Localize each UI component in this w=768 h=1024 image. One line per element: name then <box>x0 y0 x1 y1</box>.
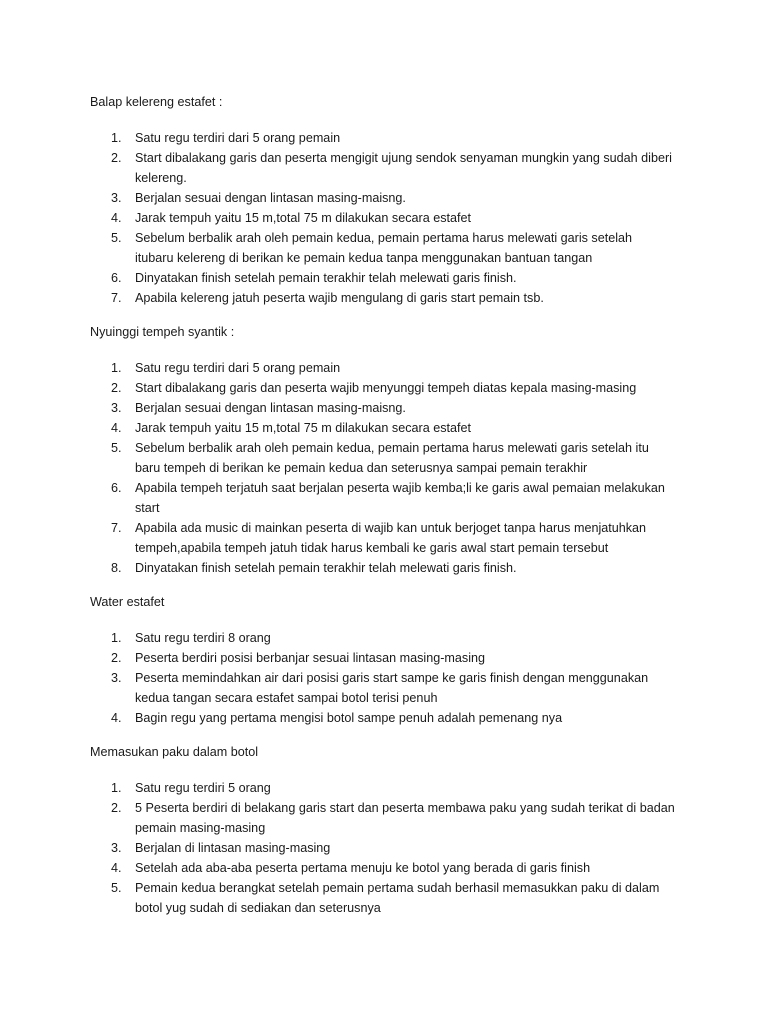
list-item-number: 5. <box>111 881 122 895</box>
list-item-text: Apabila tempeh terjatuh saat berjalan peserta wajib kemba;li ke garis awal pemaian melakukan <box>135 481 665 495</box>
list-item <box>90 268 708 288</box>
list-item-text: Apabila ada music di mainkan peserta di wajib kan untuk berjoget tanpa harus menjatuhkan <box>135 521 647 535</box>
list-item-text: Satu regu terdiri dari 5 orang pemain <box>135 131 341 145</box>
list-item <box>90 878 708 918</box>
section-heading: Water estafet <box>90 595 165 609</box>
list-item <box>90 208 708 228</box>
list-item <box>90 418 708 438</box>
numbered-list <box>90 628 708 728</box>
list-item-text: botol yug sudah di sediakan dan seterusnya <box>135 901 381 915</box>
list-item-number: 2. <box>111 381 122 395</box>
list-item-text: tempeh,apabila tempeh jatuh tidak harus kembali ke garis awal start pemain tersebut <box>135 541 609 555</box>
list-item-text: Satu regu terdiri 5 orang <box>135 781 271 795</box>
list-item-text: Start dibalakang garis dan peserta wajib menyunggi tempeh diatas kepala masing-masing <box>135 381 637 395</box>
list-item-number: 1. <box>111 631 122 645</box>
list-item-number: 3. <box>111 401 122 415</box>
section-heading: Memasukan paku dalam botol <box>90 745 259 759</box>
list-item-text: itubaru kelereng di berikan ke pemain kedua tanpa menggunakan bantuan tangan <box>135 251 593 265</box>
list-item-number: 8. <box>111 561 122 575</box>
list-item <box>90 798 708 838</box>
list-item <box>90 358 708 378</box>
list-item-text: Bagin regu yang pertama mengisi botol sampe penuh adalah pemenang nya <box>135 711 563 725</box>
spacer <box>90 109 708 128</box>
numbered-list <box>90 128 708 308</box>
list-item-text: Apabila kelereng jatuh peserta wajib mengulang di garis start pemain tsb. <box>135 291 544 305</box>
list-item-number: 1. <box>111 131 122 145</box>
list-item-number: 6. <box>111 271 122 285</box>
list-item-number: 3. <box>111 671 122 685</box>
list-item-number: 2. <box>111 801 122 815</box>
spacer <box>90 308 708 325</box>
list-item-number: 4. <box>111 211 122 225</box>
list-item-text: Pemain kedua berangkat setelah pemain pertama sudah berhasil memasukkan paku di dalam <box>135 881 660 895</box>
list-item <box>90 858 708 878</box>
spacer <box>90 609 708 628</box>
list-item-text: Berjalan sesuai dengan lintasan masing-maisng. <box>135 401 406 415</box>
spacer <box>90 728 708 745</box>
list-item <box>90 378 708 398</box>
list-item <box>90 478 708 518</box>
list-item <box>90 628 708 648</box>
list-item-number: 4. <box>111 421 122 435</box>
list-item-number: 5. <box>111 441 122 455</box>
list-item <box>90 838 708 858</box>
list-item-text: Dinyatakan finish setelah pemain terakhir telah melewati garis finish. <box>135 271 517 285</box>
list-item-number: 4. <box>111 861 122 875</box>
list-item-number: 7. <box>111 291 122 305</box>
spacer <box>90 339 708 358</box>
list-item <box>90 188 708 208</box>
list-item-text: kelereng. <box>135 171 187 185</box>
list-item <box>90 228 708 268</box>
list-item-text: start <box>135 501 160 515</box>
list-item <box>90 558 708 578</box>
list-item-text: Berjalan di lintasan masing-masing <box>135 841 331 855</box>
list-item <box>90 148 708 188</box>
section-heading: Balap kelereng estafet : <box>90 95 223 109</box>
list-item-number: 2. <box>111 151 122 165</box>
numbered-list <box>90 778 708 918</box>
section-heading: Nyuinggi tempeh syantik : <box>90 325 235 339</box>
list-item-text: Sebelum berbalik arah oleh pemain kedua, pemain pertama harus melewati garis setelah <box>135 231 633 245</box>
list-item-text: Peserta memindahkan air dari posisi garis start sampe ke garis finish dengan menggunakan <box>135 671 649 685</box>
list-item <box>90 518 708 558</box>
spacer <box>90 578 708 595</box>
list-item-text: Jarak tempuh yaitu 15 m,total 75 m dilakukan secara estafet <box>135 421 472 435</box>
list-item-text: 5 Peserta berdiri di belakang garis start dan peserta membawa paku yang sudah terikat di badan <box>135 801 675 815</box>
list-item-number: 6. <box>111 481 122 495</box>
list-item-number: 4. <box>111 711 122 725</box>
list-item-text: Satu regu terdiri 8 orang <box>135 631 271 645</box>
list-item-number: 3. <box>111 191 122 205</box>
list-item-text: Peserta berdiri posisi berbanjar sesuai lintasan masing-masing <box>135 651 485 665</box>
numbered-list <box>90 358 708 578</box>
list-item-text: Jarak tempuh yaitu 15 m,total 75 m dilakukan secara estafet <box>135 211 472 225</box>
list-item-number: 2. <box>111 651 122 665</box>
list-item-text: Satu regu terdiri dari 5 orang pemain <box>135 361 341 375</box>
list-item-number: 3. <box>111 841 122 855</box>
list-item-number: 5. <box>111 231 122 245</box>
list-item-text: Dinyatakan finish setelah pemain terakhir telah melewati garis finish. <box>135 561 517 575</box>
list-item-text: pemain masing-masing <box>135 821 266 835</box>
list-item <box>90 288 708 308</box>
list-item-text: Berjalan sesuai dengan lintasan masing-maisng. <box>135 191 406 205</box>
list-item <box>90 708 708 728</box>
list-item-text: Sebelum berbalik arah oleh pemain kedua, pemain pertama harus melewati garis setelah itu <box>135 441 649 455</box>
list-item-number: 1. <box>111 361 122 375</box>
list-item <box>90 648 708 668</box>
list-item <box>90 778 708 798</box>
list-item-number: 1. <box>111 781 122 795</box>
list-item-text: Setelah ada aba-aba peserta pertama menuju ke botol yang berada di garis finish <box>135 861 591 875</box>
spacer <box>90 759 708 778</box>
list-item-text: baru tempeh di berikan ke pemain kedua dan seterusnya sampai pemain terakhir <box>135 461 588 475</box>
list-item-number: 7. <box>111 521 122 535</box>
list-item <box>90 668 708 708</box>
list-item-text: kedua tangan secara estafet sampai botol terisi penuh <box>135 691 438 705</box>
list-item <box>90 438 708 478</box>
list-item-text: Start dibalakang garis dan peserta mengigit ujung sendok senyaman mungkin yang sudah diberi <box>135 151 672 165</box>
list-item <box>90 128 708 148</box>
list-item <box>90 398 708 418</box>
